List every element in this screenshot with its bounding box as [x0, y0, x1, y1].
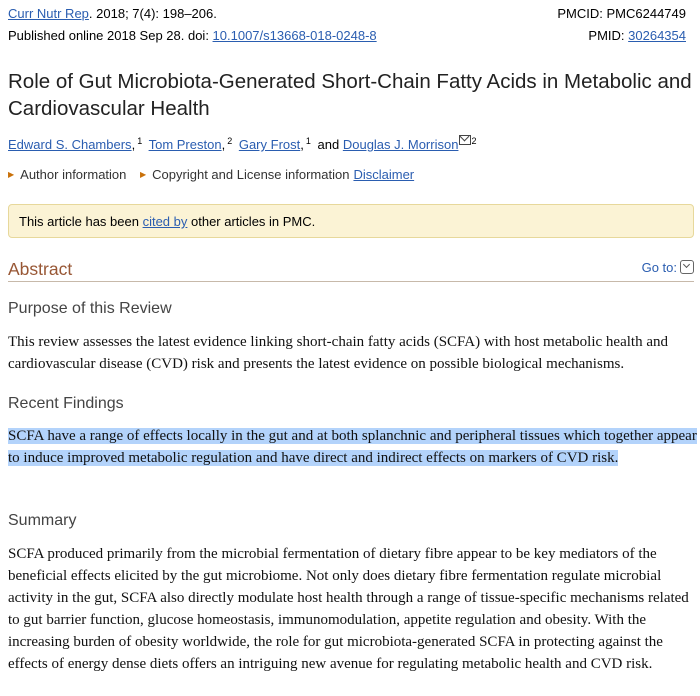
disclaimer-link[interactable]: Disclaimer: [353, 167, 415, 182]
citation-text: . 2018; 7(4): 198–206.: [88, 6, 217, 21]
goto-menu[interactable]: Go to:: [642, 260, 694, 275]
copyright-toggle[interactable]: ▶ Copyright and License information: [140, 167, 350, 182]
abstract-header: [8, 257, 694, 282]
affiliation-mark[interactable]: 1: [305, 136, 311, 146]
doi-link[interactable]: 10.1007/s13668-018-0248-8: [212, 28, 377, 43]
cited-by-notice: [8, 204, 694, 238]
author-link[interactable]: Douglas J. Morrison: [342, 137, 459, 152]
author-information-toggle[interactable]: ▶ Author information: [8, 167, 127, 182]
section-paragraph: [8, 425, 698, 469]
abstract-heading: Abstract: [8, 259, 73, 279]
author-link[interactable]: Gary Frost: [238, 137, 301, 152]
article-title: Role of Gut Microbiota-Generated Short-Chain Fatty Acids in Metabolic and Cardiovascular Health: [8, 70, 692, 120]
published-text: Published online 2018 Sep 28. doi:: [8, 28, 213, 43]
section-heading: Purpose of this Review: [8, 300, 172, 317]
section-paragraph: SCFA produced primarily from the microbial fermentation of dietary fibre appear to be key mediators of the beneficial effects elicited by the gut microbiome. Not only does dietary fibre fermentation regulate microbial activity in the gut, SCFA also directly modulate host health through a range of tissue-specific mechanisms related to gut barrier function, glucose homeostasis, immunomodulation, appetite regulation and obesity. With the increasing burden of obesity worldwide, the role for gut microbiota-generated SCFA in protecting against the effects of energy dense diets offers an intriguing new avenue for regulating metabolic health and CVD risk.: [8, 546, 689, 672]
chevron-down-icon[interactable]: [680, 260, 694, 274]
pmid-link[interactable]: 30264354: [628, 28, 686, 43]
cited-before-text: This article has been: [19, 214, 143, 229]
author-list: Edward S. Chambers, $^1$ Tom Preston, $^2$ Gary Frost, $^1$ and Douglas J. Morrison $^2$: [8, 136, 477, 152]
published-row: [8, 28, 686, 44]
citation-row: [8, 6, 686, 22]
affiliation-mark[interactable]: 2: [471, 136, 477, 146]
affiliation-mark[interactable]: 1: [137, 136, 143, 146]
cited-by-link[interactable]: cited by: [142, 214, 188, 229]
section-paragraph: This review assesses the latest evidence linking short-chain fatty acids (SCFA) with host metabolic health and cardiovascular disease (CVD) risk and presents the latest evidence on possible biological mechanisms.: [8, 334, 668, 372]
section-heading: Summary: [8, 512, 77, 529]
info-links: [8, 166, 414, 184]
cited-after-text: other articles in PMC.: [187, 214, 316, 229]
section-heading: Recent Findings: [8, 395, 124, 412]
journal-link[interactable]: Curr Nutr Rep: [8, 6, 89, 21]
author-link[interactable]: Tom Preston: [148, 137, 222, 152]
affiliation-mark[interactable]: 2: [227, 136, 233, 146]
expand-triangle-icon: ▶: [8, 170, 15, 179]
expand-triangle-icon: ▶: [140, 170, 147, 179]
pmid-label: PMID:: [588, 28, 629, 43]
and-text: and: [317, 137, 340, 152]
pmcid-text: PMCID: PMC6244749: [557, 6, 686, 21]
author-link[interactable]: Edward S. Chambers: [8, 137, 132, 152]
email-icon[interactable]: [459, 135, 471, 145]
selected-text: SCFA have a range of effects locally in the gut and at both splanchnic and peripheral tissues which together appear to induce improved metabolic regulation and have direct and indirect effects on markers of CVD risk.: [8, 428, 697, 466]
